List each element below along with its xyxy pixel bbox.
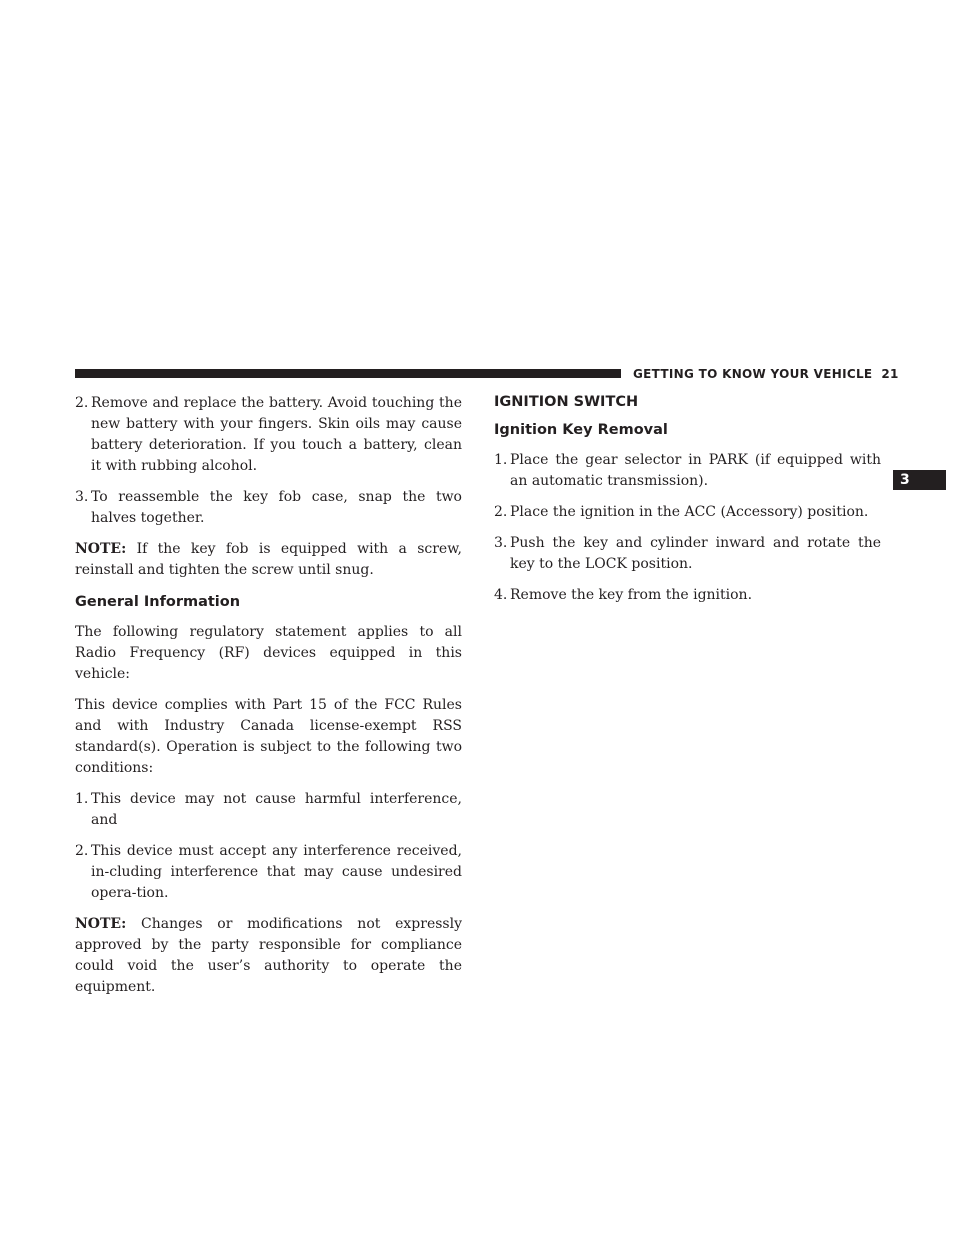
- step-number: 2.: [494, 504, 508, 520]
- list-item-number: 2.: [75, 395, 89, 411]
- page-number: 21: [881, 367, 899, 381]
- running-header: [633, 366, 899, 382]
- step-number: 4.: [494, 587, 508, 603]
- step-text: Remove the key from the ignition.: [510, 587, 753, 603]
- section-title: IGNITION SWITCH: [494, 394, 639, 410]
- step-number: 3.: [494, 535, 508, 551]
- step-text: Place the gear selector in PARK (if equipped with an automatic transmission).: [510, 452, 881, 489]
- list-item-text: This device must accept any interference received, in-cluding interference that may cause undesired opera-tion.: [91, 843, 462, 901]
- list-item-text: This device may not cause harmful interference, and: [91, 791, 462, 828]
- step-number: 1.: [494, 452, 508, 468]
- list-item: [75, 487, 462, 529]
- note-paragraph: [75, 914, 462, 998]
- note-label: NOTE:: [75, 541, 127, 557]
- step-item: [494, 533, 881, 575]
- header-section-title: GETTING TO KNOW YOUR VEHICLE: [633, 367, 873, 381]
- list-item-number: 2.: [75, 843, 89, 859]
- list-item: [75, 393, 462, 477]
- note-text: Changes or modifications not expressly approved by the party responsible for compliance could void the user’s authority to operate the equipment.: [75, 916, 462, 995]
- list-item-text: To reassemble the key fob case, snap the two halves together.: [91, 489, 462, 526]
- body-paragraph: The following regulatory statement applies to all Radio Frequency (RF) devices equipped in this vehicle:: [75, 624, 462, 682]
- list-item: [75, 789, 462, 831]
- list-item-number: 3.: [75, 489, 89, 505]
- header-rule: [75, 369, 621, 378]
- step-text: Push the key and cylinder inward and rotate the key to the LOCK position.: [510, 535, 881, 572]
- note-paragraph: [75, 539, 462, 581]
- list-item: [75, 841, 462, 904]
- right-column: [494, 393, 881, 616]
- subsection-heading: Ignition Key Removal: [494, 422, 668, 438]
- list-item-number: 1.: [75, 791, 89, 807]
- step-item: [494, 585, 881, 606]
- body-paragraph: This device complies with Part 15 of the FCC Rules and with Industry Canada license-exempt RSS standard(s). Operation is subject to the following two conditions:: [75, 697, 462, 776]
- list-item-text: Remove and replace the battery. Avoid touching the new battery with your fingers. Skin oils may cause battery deterioration. If you touch a battery, clean it with rubbing alcohol.: [91, 395, 462, 474]
- section-heading: General Information: [75, 594, 241, 610]
- step-text: Place the ignition in the ACC (Accessory) position.: [510, 504, 869, 520]
- step-item: [494, 502, 881, 523]
- note-label: NOTE:: [75, 916, 127, 932]
- left-column: [75, 393, 462, 1008]
- step-item: [494, 450, 881, 492]
- note-text: If the key fob is equipped with a screw, reinstall and tighten the screw until snug.: [75, 541, 462, 578]
- chapter-tab: 3: [893, 470, 946, 490]
